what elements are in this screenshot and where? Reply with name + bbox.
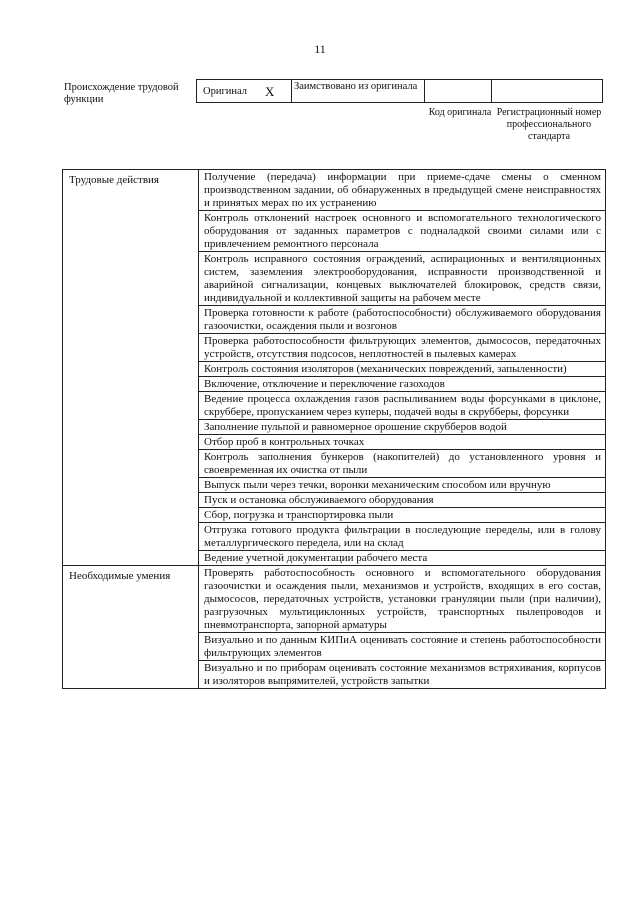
original-mark: X	[265, 83, 275, 99]
section-row	[63, 566, 606, 689]
list-item: Пуск и остановка обслуживаемого оборудования	[199, 493, 605, 508]
reg-number-cell	[492, 80, 602, 102]
origin-table	[196, 79, 603, 103]
section-items	[199, 170, 606, 566]
list-item: Визуально и по данным КИПиА оценивать состояние и степень работоспособности фильтрующих элементов	[199, 633, 605, 661]
reg-number-caption: Регистрационный номер профессионального стандарта	[496, 107, 602, 142]
list-item: Контроль исправного состояния ограждений, аспирационных и вентиляционных систем, заземления электрооборудования, исправности производственной и аварийной сигнализации, концевых выключателей блокировок, средств связи, индивидуальной и коллективной защиты на рабочем месте	[199, 252, 605, 306]
page-number: 11	[314, 42, 326, 56]
section-row	[63, 170, 606, 566]
list-item: Проверка работоспособности фильтрующих элементов, дымососов, передаточных устройств, отсутствия подсосов, неплотностей в пылевых камерах	[199, 334, 605, 362]
list-item: Контроль состояния изоляторов (механических повреждений, запыленности)	[199, 362, 605, 377]
original-cell	[197, 80, 292, 102]
original-label: Оригинал	[203, 85, 247, 97]
section-label: Необходимые умения	[63, 566, 199, 689]
list-item: Ведение процесса охлаждения газов распыливанием воды форсунками в циклоне, скруббере, пропусканием через куперы, подачей воды в скрубберы, форсунки	[199, 392, 605, 420]
list-item: Выпуск пыли через течки, воронки механическим способом или вручную	[199, 478, 605, 493]
borrowed-cell: Заимствовано из оригинала	[292, 80, 425, 102]
list-item: Отбор проб в контрольных точках	[199, 435, 605, 450]
code-caption: Код оригинала	[428, 107, 492, 118]
list-item: Отгрузка готового продукта фильтрации в последующие переделы, или в голову металлургического передела, или на склад	[199, 523, 605, 551]
section-label: Трудовые действия	[63, 170, 199, 566]
list-item: Ведение учетной документации рабочего места	[204, 552, 428, 564]
list-item: Проверка готовности к работе (работоспособности) обслуживаемого оборудования газоочистки, осаждения пыли и возгонов	[199, 306, 605, 334]
code-cell	[425, 80, 492, 102]
list-item: Заполнение пульпой и равномерное орошение скрубберов водой	[199, 420, 605, 435]
labor-function-table	[62, 169, 606, 689]
list-item: Визуально и по приборам оценивать состояние механизмов встряхивания, корпусов и изоляторов выпрямителей, устройств запытки	[204, 662, 601, 687]
list-item: Сбор, погрузка и транспортировка пыли	[199, 508, 605, 523]
list-item: Получение (передача) информации при приеме-сдаче смены о сменном производственном задании, об обнаруженных в предыдущей смене неисправностях и принятых мерах по их устранению	[199, 170, 605, 211]
list-item: Включение, отключение и переключение газоходов	[199, 377, 605, 392]
section-items	[199, 566, 606, 689]
list-item: Контроль отклонений настроек основного и вспомогательного технологического оборудования от заданных параметров с подналадкой своими силами или с привлечением ремонтного персонала	[199, 211, 605, 252]
list-item: Контроль заполнения бункеров (накопителей) до установленного уровня и своевременная их очистка от пыли	[199, 450, 605, 478]
list-item: Проверять работоспособность основного и вспомогательного оборудования газоочистки и осаждения пыли, механизмов и устройств, входящих в его состав, дымососов, передаточных устройств, установки грануляции пыли (при наличии), разгрузочных мультициклонных устройств, транспортных пылепроводов и пневмотранспорта, запорной арматуры	[199, 566, 605, 633]
origin-label: Происхождение трудовой функции	[64, 82, 179, 105]
